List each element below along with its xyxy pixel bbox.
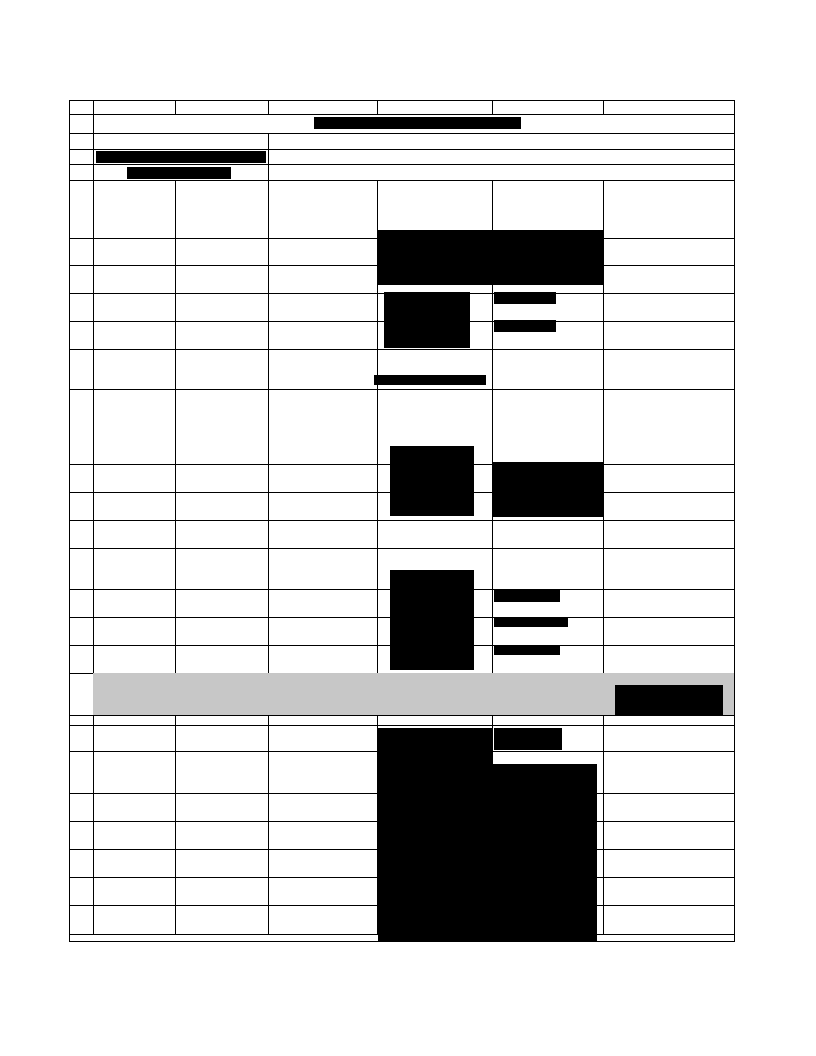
redaction-block — [615, 685, 723, 715]
grid-line — [175, 617, 176, 645]
grid-line — [734, 100, 735, 942]
spreadsheet — [69, 100, 735, 942]
grid-line — [268, 905, 269, 934]
grid-line — [175, 725, 176, 751]
redaction-block — [96, 151, 266, 163]
grid-line — [69, 133, 735, 134]
grid-line — [268, 293, 269, 321]
grid-line — [69, 100, 70, 942]
grid-line — [603, 464, 604, 492]
grid-line — [492, 715, 493, 725]
grid-line — [603, 821, 604, 849]
grid-line — [175, 849, 176, 877]
column-header — [93, 101, 175, 113]
redaction-block — [494, 728, 562, 750]
grid-line — [268, 617, 269, 645]
grid-line — [93, 180, 94, 238]
grid-line — [492, 617, 493, 645]
grid-line — [175, 793, 176, 821]
grid-line — [492, 389, 493, 464]
redaction-block — [384, 292, 470, 348]
redaction-block — [378, 728, 493, 942]
redaction-block — [494, 617, 568, 627]
grid-line — [69, 520, 735, 521]
grid-line — [377, 645, 378, 673]
grid-line — [93, 293, 94, 321]
grid-line — [268, 751, 269, 793]
grid-line — [268, 645, 269, 673]
grid-line — [268, 877, 269, 905]
redaction-block — [494, 320, 556, 332]
grid-line — [603, 389, 604, 464]
redaction-block — [314, 117, 521, 129]
grid-line — [603, 751, 604, 793]
grid-line — [69, 149, 735, 150]
grid-line — [175, 821, 176, 849]
grid-line — [69, 114, 735, 115]
grid-line — [603, 265, 604, 293]
grid-line — [492, 293, 493, 321]
grid-line — [268, 715, 269, 725]
grid-line — [268, 321, 269, 349]
grid-line — [603, 238, 604, 265]
grid-line — [377, 389, 378, 464]
grid-line — [377, 492, 378, 520]
grid-line — [377, 617, 378, 645]
grid-line — [268, 793, 269, 821]
grid-line — [377, 321, 378, 349]
grid-line — [93, 905, 94, 934]
grid-line — [69, 180, 735, 181]
column-header — [492, 101, 603, 113]
grid-line — [175, 389, 176, 464]
grid-line — [93, 751, 94, 793]
grid-line — [603, 793, 604, 821]
grid-line — [603, 520, 604, 548]
redaction-block — [374, 375, 486, 385]
redaction-block — [494, 292, 556, 304]
grid-line — [175, 293, 176, 321]
grid-line — [268, 589, 269, 617]
grid-line — [175, 238, 176, 265]
redaction-block — [492, 462, 603, 517]
redaction-block — [494, 590, 560, 602]
redaction-block — [378, 230, 493, 285]
grid-line — [268, 349, 269, 389]
grid-line — [69, 725, 735, 726]
grid-line — [69, 389, 735, 390]
redaction-block — [492, 230, 603, 285]
grid-line — [268, 464, 269, 492]
grid-line — [93, 877, 94, 905]
grid-line — [93, 715, 94, 725]
grid-line — [175, 715, 176, 725]
grid-line — [93, 492, 94, 520]
redaction-block — [390, 570, 474, 670]
grid-line — [93, 617, 94, 645]
grid-line — [93, 849, 94, 877]
column-header — [268, 101, 377, 113]
grid-line — [603, 849, 604, 877]
grid-line — [175, 751, 176, 793]
grid-line — [93, 389, 94, 464]
grid-line — [377, 548, 378, 589]
grid-line — [603, 725, 604, 751]
grid-line — [268, 520, 269, 548]
column-header — [603, 101, 735, 113]
grid-line — [268, 492, 269, 520]
grid-line — [492, 321, 493, 349]
grid-line — [268, 133, 269, 181]
grid-line — [377, 464, 378, 492]
grid-line — [175, 589, 176, 617]
redaction-block — [492, 764, 597, 942]
grid-line — [93, 238, 94, 265]
grid-line — [603, 645, 604, 673]
grid-line — [175, 492, 176, 520]
grid-line — [93, 725, 94, 751]
grid-line — [268, 389, 269, 464]
grid-line — [93, 520, 94, 548]
grid-line — [93, 464, 94, 492]
grid-line — [268, 548, 269, 589]
grid-line — [175, 905, 176, 934]
grid-line — [93, 589, 94, 617]
grid-line — [175, 349, 176, 389]
grid-line — [69, 715, 735, 716]
grid-line — [175, 265, 176, 293]
grid-line — [93, 821, 94, 849]
grid-line — [603, 349, 604, 389]
grid-line — [268, 265, 269, 293]
grid-line — [603, 492, 604, 520]
grid-line — [492, 349, 493, 389]
grid-line — [93, 645, 94, 673]
redaction-block — [494, 645, 560, 655]
grid-line — [492, 548, 493, 589]
grid-line — [603, 293, 604, 321]
grid-line — [93, 349, 94, 389]
redaction-block — [390, 446, 474, 516]
grid-line — [175, 520, 176, 548]
grid-line — [492, 520, 493, 548]
grid-line — [268, 821, 269, 849]
grid-line — [603, 180, 604, 238]
grid-line — [69, 548, 735, 549]
grid-line — [175, 464, 176, 492]
grid-line — [603, 617, 604, 645]
grid-line — [603, 715, 604, 725]
grid-line — [603, 877, 604, 905]
grid-line — [69, 349, 735, 350]
grid-line — [93, 793, 94, 821]
grid-line — [492, 645, 493, 673]
column-header — [377, 101, 492, 113]
redaction-block — [127, 167, 231, 179]
grid-line — [492, 589, 493, 617]
grid-line — [175, 180, 176, 238]
grid-line — [603, 905, 604, 934]
grid-line — [268, 180, 269, 238]
grid-line — [377, 293, 378, 321]
grid-line — [93, 321, 94, 349]
grid-line — [175, 321, 176, 349]
grid-line — [377, 520, 378, 548]
grid-line — [268, 725, 269, 751]
grid-line — [175, 548, 176, 589]
grid-line — [603, 548, 604, 589]
grid-line — [93, 265, 94, 293]
grid-line — [93, 548, 94, 589]
grid-line — [175, 877, 176, 905]
grid-line — [603, 321, 604, 349]
grid-line — [377, 589, 378, 617]
grid-line — [268, 849, 269, 877]
grid-line — [603, 589, 604, 617]
column-header — [175, 101, 268, 113]
grid-line — [175, 645, 176, 673]
grid-line — [69, 164, 735, 165]
grid-line — [93, 114, 94, 180]
grid-line — [268, 238, 269, 265]
grid-line — [377, 715, 378, 725]
